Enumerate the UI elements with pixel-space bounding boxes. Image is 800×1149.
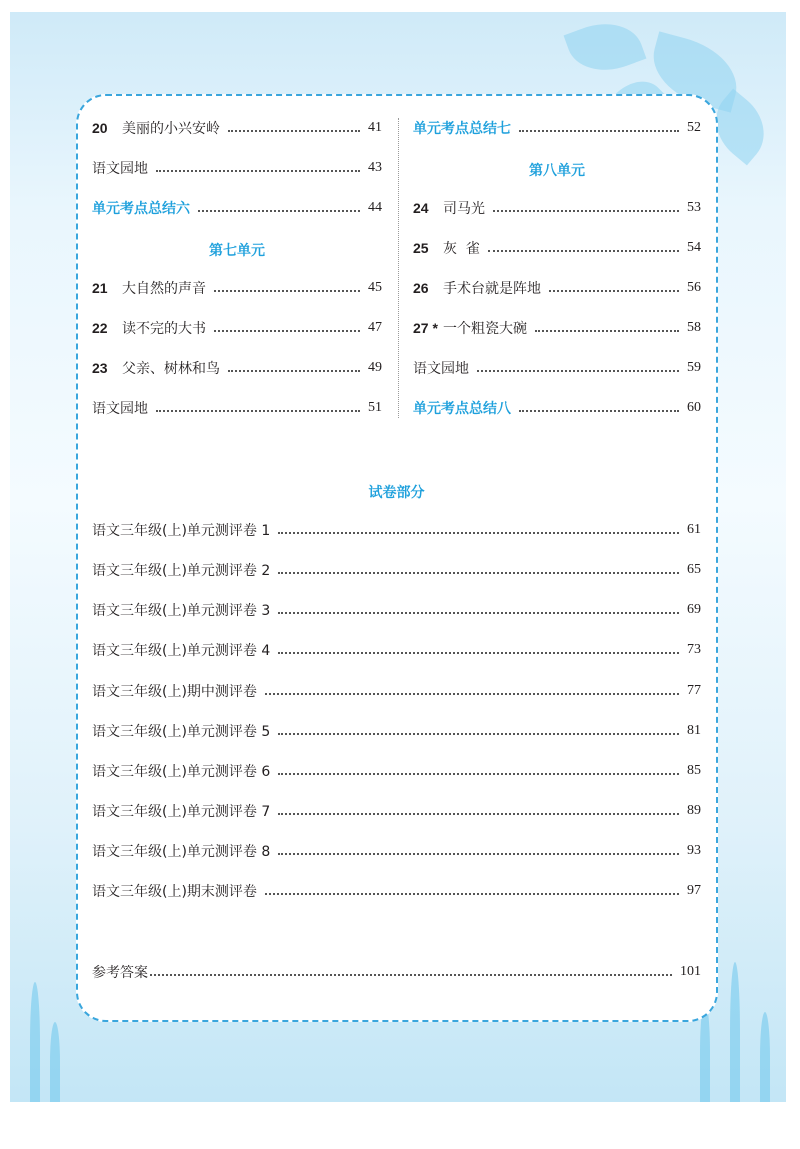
page-number: 60 xyxy=(687,400,701,415)
section-heading: 试卷部分 xyxy=(368,485,425,501)
entry-title: 语文三年级(上)单元测评卷 3 xyxy=(92,603,271,619)
leader-dots xyxy=(549,290,679,292)
page-number: 52 xyxy=(687,120,701,135)
grass-decoration xyxy=(760,1012,770,1102)
leader-dots xyxy=(198,210,360,212)
toc-entry[interactable] xyxy=(92,276,382,300)
page-number: 93 xyxy=(687,843,701,858)
toc-entry-answers[interactable] xyxy=(92,960,701,984)
page-number: 49 xyxy=(368,360,382,375)
entry-title: 单元考点总结六 xyxy=(92,201,190,217)
page-number: 59 xyxy=(687,360,701,375)
page-number: 81 xyxy=(687,723,701,738)
leader-dots xyxy=(278,813,679,815)
toc-entry[interactable] xyxy=(413,236,701,260)
entry-title: 参考答案 xyxy=(92,965,148,981)
page-number: 53 xyxy=(687,200,701,215)
toc-entry[interactable] xyxy=(92,638,701,662)
lesson-number: 23 xyxy=(92,360,108,376)
leader-dots xyxy=(150,974,672,976)
entry-title: 语文三年级(上)单元测评卷 6 xyxy=(92,764,271,780)
leader-dots xyxy=(278,652,679,654)
leader-dots xyxy=(488,250,679,252)
leader-dots xyxy=(214,330,360,332)
grass-decoration xyxy=(30,982,40,1102)
leader-dots xyxy=(228,130,360,132)
toc-entry[interactable] xyxy=(92,598,701,622)
page-number: 61 xyxy=(687,522,701,537)
lesson-number: 25 xyxy=(413,240,429,256)
page-number: 73 xyxy=(687,642,701,657)
leader-dots xyxy=(278,612,679,614)
leader-dots xyxy=(519,410,679,412)
lesson-number: 22 xyxy=(92,320,108,336)
toc-entry[interactable] xyxy=(92,879,701,903)
leader-dots xyxy=(228,370,360,372)
toc-entry[interactable] xyxy=(92,679,701,703)
page-number: 56 xyxy=(687,280,701,295)
leader-dots xyxy=(535,330,679,332)
entry-title: 语文园地 xyxy=(92,401,148,417)
entry-title: 手术台就是阵地 xyxy=(443,281,541,297)
entry-title: 语文三年级(上)单元测评卷 1 xyxy=(92,523,271,539)
entry-title: 语文三年级(上)单元测评卷 7 xyxy=(92,804,271,820)
page-number: 54 xyxy=(687,240,701,255)
entry-title: 语文三年级(上)期末测评卷 xyxy=(92,884,257,900)
leaf-decoration xyxy=(564,12,647,82)
entry-title: 语文三年级(上)单元测评卷 8 xyxy=(92,844,271,860)
toc-entry[interactable] xyxy=(413,396,701,420)
leader-dots xyxy=(156,410,360,412)
unit-heading: 第七单元 xyxy=(209,243,265,259)
page-number: 47 xyxy=(368,320,382,335)
leader-dots xyxy=(278,532,679,534)
toc-entry[interactable] xyxy=(413,316,701,340)
page-number: 44 xyxy=(368,200,382,215)
leader-dots xyxy=(278,773,679,775)
lesson-number: 27 * xyxy=(413,320,438,336)
toc-entry[interactable] xyxy=(92,558,701,582)
toc-entry[interactable] xyxy=(92,799,701,823)
entry-title: 读不完的大书 xyxy=(122,321,206,337)
leader-dots xyxy=(493,210,679,212)
entry-title: 父亲、树林和鸟 xyxy=(122,361,220,377)
toc-entry[interactable] xyxy=(92,356,382,380)
toc-entry[interactable] xyxy=(92,196,382,220)
grass-decoration xyxy=(730,962,740,1102)
leader-dots xyxy=(278,733,679,735)
entry-title: 一个粗瓷大碗 xyxy=(443,321,527,337)
lesson-number: 26 xyxy=(413,280,429,296)
toc-entry[interactable] xyxy=(92,839,701,863)
page-number: 43 xyxy=(368,160,382,175)
page-number: 45 xyxy=(368,280,382,295)
page-number: 51 xyxy=(368,400,382,415)
page-number: 89 xyxy=(687,803,701,818)
entry-title: 语文三年级(上)单元测评卷 4 xyxy=(92,643,271,659)
entry-title: 单元考点总结八 xyxy=(413,401,511,417)
toc-entry[interactable] xyxy=(92,156,382,180)
page-number: 69 xyxy=(687,602,701,617)
lesson-number: 24 xyxy=(413,200,429,216)
entry-title: 语文三年级(上)单元测评卷 5 xyxy=(92,724,271,740)
toc-entry[interactable] xyxy=(92,116,382,140)
leader-dots xyxy=(278,853,679,855)
toc-entry[interactable] xyxy=(92,719,701,743)
page-number: 85 xyxy=(687,763,701,778)
toc-entry[interactable] xyxy=(413,196,701,220)
entry-title: 灰 雀 xyxy=(443,241,480,257)
column-divider xyxy=(398,118,399,418)
entry-title: 语文三年级(上)单元测评卷 2 xyxy=(92,563,271,579)
entry-title: 单元考点总结七 xyxy=(413,121,511,137)
entry-title: 语文三年级(上)期中测评卷 xyxy=(92,684,257,700)
toc-entry[interactable] xyxy=(413,356,701,380)
toc-entry[interactable] xyxy=(92,396,382,420)
leader-dots xyxy=(278,572,679,574)
page-number: 65 xyxy=(687,562,701,577)
entry-title: 语文园地 xyxy=(92,161,148,177)
entry-title: 语文园地 xyxy=(413,361,469,377)
leader-dots xyxy=(214,290,360,292)
page-number: 101 xyxy=(680,964,701,979)
entry-title: 司马光 xyxy=(443,201,485,217)
toc-entry[interactable] xyxy=(92,518,701,542)
leader-dots xyxy=(477,370,679,372)
leader-dots xyxy=(156,170,360,172)
leader-dots xyxy=(265,693,679,695)
grass-decoration xyxy=(50,1022,60,1102)
unit-heading: 第八单元 xyxy=(529,163,585,179)
toc-entry[interactable] xyxy=(413,276,701,300)
page-number: 41 xyxy=(368,120,382,135)
entry-title: 大自然的声音 xyxy=(122,281,206,297)
toc-entry[interactable] xyxy=(413,116,701,140)
leader-dots xyxy=(519,130,679,132)
page-number: 77 xyxy=(687,683,701,698)
page-number: 97 xyxy=(687,883,701,898)
toc-entry[interactable] xyxy=(92,759,701,783)
entry-title: 美丽的小兴安岭 xyxy=(122,121,220,137)
toc-entry[interactable] xyxy=(92,316,382,340)
leader-dots xyxy=(265,893,679,895)
lesson-number: 20 xyxy=(92,120,108,136)
page-number: 58 xyxy=(687,320,701,335)
lesson-number: 21 xyxy=(92,280,108,296)
